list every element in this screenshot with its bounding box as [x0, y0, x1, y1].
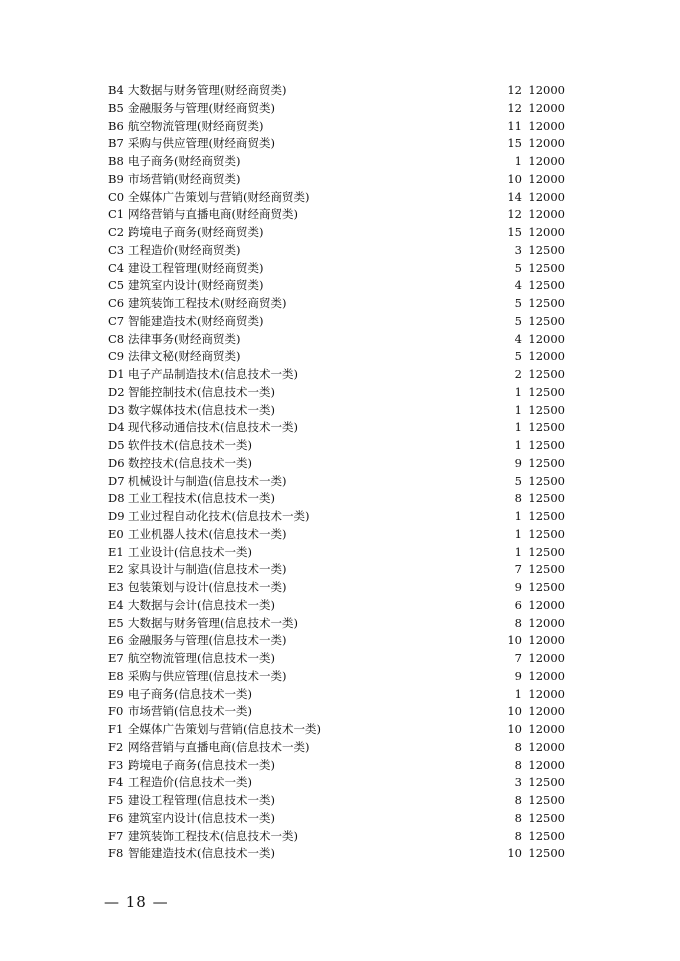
row-program-name: 工程造价(信息技术一类) — [128, 775, 252, 790]
row-count: 8 — [514, 739, 522, 754]
row-code: B4 — [108, 83, 124, 97]
row-count: 8 — [514, 615, 522, 630]
row-count: 7 — [514, 562, 522, 577]
row-code: B6 — [108, 118, 124, 133]
table-row — [0, 473, 680, 491]
row-fee: 12500 — [528, 562, 565, 577]
table-row — [0, 597, 680, 615]
row-count: 5 — [514, 296, 522, 310]
row-fee: 12500 — [528, 296, 565, 310]
table-row — [0, 118, 680, 136]
row-program-name: 建筑装饰工程技术(财经商贸类) — [128, 296, 287, 310]
table-row — [0, 490, 680, 508]
row-program-name: 市场营销(信息技术一类) — [128, 704, 252, 719]
row-code: D4 — [108, 420, 125, 435]
row-code: C6 — [108, 296, 125, 310]
row-code: E8 — [108, 668, 124, 683]
table-row — [0, 739, 680, 757]
row-program-name: 航空物流管理(信息技术一类) — [128, 651, 275, 665]
row-code: F5 — [108, 793, 124, 807]
row-program-name: 包装策划与设计(信息技术一类) — [128, 580, 287, 594]
row-program-name: 大数据与财务管理(信息技术一类) — [128, 615, 298, 630]
row-program-name: 航空物流管理(财经商贸类) — [128, 118, 264, 133]
row-code: C0 — [108, 189, 125, 204]
row-fee: 12000 — [528, 154, 565, 168]
table-row — [0, 82, 680, 100]
row-program-name: 全媒体广告策划与营销(信息技术一类) — [128, 722, 321, 736]
row-count: 5 — [514, 260, 522, 275]
row-code: E3 — [108, 580, 124, 594]
row-fee: 12500 — [528, 384, 565, 399]
row-count: 4 — [514, 331, 522, 346]
row-code: E6 — [108, 633, 124, 648]
row-code: F1 — [108, 722, 124, 736]
row-count: 10 — [507, 722, 522, 736]
table-row — [0, 224, 680, 242]
row-code: D1 — [108, 367, 125, 381]
row-program-name: 工业机器人技术(信息技术一类) — [128, 526, 287, 541]
row-fee: 12000 — [528, 597, 565, 612]
row-fee: 12500 — [528, 438, 565, 452]
row-code: C7 — [108, 313, 125, 328]
row-program-name: 法律事务(财经商贸类) — [128, 331, 241, 346]
row-code: F4 — [108, 775, 124, 790]
row-program-name: 市场营销(财经商贸类) — [128, 171, 241, 186]
row-count: 8 — [514, 793, 522, 807]
row-fee: 12500 — [528, 278, 565, 293]
row-fee: 12000 — [528, 225, 565, 239]
row-count: 1 — [514, 384, 522, 399]
row-code: C5 — [108, 278, 125, 293]
row-count: 9 — [514, 580, 522, 594]
row-fee: 12500 — [528, 526, 565, 541]
row-code: E0 — [108, 526, 124, 541]
table-row — [0, 135, 680, 153]
row-code: B9 — [108, 171, 124, 186]
row-code: C8 — [108, 331, 125, 346]
table-row — [0, 171, 680, 189]
row-program-name: 现代移动通信技术(信息技术一类) — [128, 420, 298, 435]
row-fee: 12000 — [528, 189, 565, 204]
row-count: 10 — [507, 171, 522, 186]
row-program-name: 工程造价(财经商贸类) — [128, 242, 241, 257]
row-fee: 12500 — [528, 455, 565, 470]
row-code: C9 — [108, 349, 125, 364]
row-fee: 12000 — [528, 331, 565, 346]
row-count: 6 — [514, 597, 522, 612]
row-program-name: 建筑室内设计(信息技术一类) — [128, 810, 275, 825]
row-fee: 12500 — [528, 793, 565, 807]
row-fee: 12000 — [528, 633, 565, 648]
table-row — [0, 721, 680, 739]
row-count: 3 — [514, 242, 522, 257]
row-program-name: 建筑装饰工程技术(信息技术一类) — [128, 828, 298, 843]
row-program-name: 工业设计(信息技术一类) — [128, 544, 252, 559]
table-row — [0, 242, 680, 260]
row-program-name: 大数据与会计(信息技术一类) — [128, 597, 275, 612]
row-program-name: 智能建造技术(财经商贸类) — [128, 313, 264, 328]
row-fee: 12500 — [528, 491, 565, 506]
table-row — [0, 260, 680, 278]
row-code: C1 — [108, 207, 125, 222]
row-count: 1 — [514, 526, 522, 541]
row-count: 8 — [514, 757, 522, 772]
table-row — [0, 686, 680, 704]
row-fee: 12500 — [528, 402, 565, 417]
row-code: E1 — [108, 544, 124, 559]
row-fee: 12500 — [528, 420, 565, 435]
table-row — [0, 615, 680, 633]
row-count: 5 — [514, 349, 522, 364]
row-fee: 12500 — [528, 544, 565, 559]
row-code: E5 — [108, 615, 124, 630]
table-row — [0, 544, 680, 562]
row-fee: 12000 — [528, 136, 565, 151]
row-count: 5 — [514, 473, 522, 488]
table-row — [0, 348, 680, 366]
row-fee: 12000 — [528, 349, 565, 364]
row-count: 8 — [514, 828, 522, 843]
table-row — [0, 561, 680, 579]
row-code: C4 — [108, 260, 125, 275]
row-code: F8 — [108, 846, 124, 861]
row-program-name: 全媒体广告策划与营销(财经商贸类) — [128, 189, 310, 204]
row-count: 1 — [514, 154, 522, 168]
row-count: 14 — [507, 189, 522, 204]
row-count: 8 — [514, 491, 522, 506]
row-code: D6 — [108, 455, 125, 470]
table-row — [0, 508, 680, 526]
row-program-name: 机械设计与制造(信息技术一类) — [128, 473, 287, 488]
row-count: 2 — [514, 367, 522, 381]
row-code: F2 — [108, 739, 124, 754]
table-row — [0, 153, 680, 171]
row-program-name: 智能控制技术(信息技术一类) — [128, 384, 275, 399]
table-row — [0, 313, 680, 331]
table-row — [0, 100, 680, 118]
table-row — [0, 792, 680, 810]
table-row — [0, 668, 680, 686]
row-count: 15 — [507, 136, 522, 151]
table-row — [0, 384, 680, 402]
row-program-name: 金融服务与管理(财经商贸类) — [128, 100, 275, 115]
row-count: 1 — [514, 509, 522, 523]
row-count: 12 — [507, 100, 522, 115]
row-code: F3 — [108, 757, 124, 772]
row-code: D9 — [108, 509, 125, 523]
row-program-name: 采购与供应管理(信息技术一类) — [128, 668, 287, 683]
row-program-name: 智能建造技术(信息技术一类) — [128, 846, 275, 861]
row-code: E7 — [108, 651, 124, 665]
table-row — [0, 189, 680, 207]
row-program-name: 法律文秘(财经商贸类) — [128, 349, 241, 364]
row-code: B5 — [108, 100, 124, 115]
row-fee: 12000 — [528, 704, 565, 719]
row-code: D5 — [108, 438, 125, 452]
row-program-name: 大数据与财务管理(财经商贸类) — [128, 83, 287, 97]
table-row — [0, 402, 680, 420]
table-row — [0, 437, 680, 455]
row-code: D2 — [108, 384, 125, 399]
row-fee: 12000 — [528, 171, 565, 186]
row-count: 1 — [514, 438, 522, 452]
row-count: 10 — [507, 846, 522, 861]
row-fee: 12000 — [528, 651, 565, 665]
row-count: 10 — [507, 633, 522, 648]
row-count: 12 — [507, 207, 522, 222]
table-row — [0, 845, 680, 863]
row-program-name: 跨境电子商务(信息技术一类) — [128, 757, 275, 772]
row-fee: 12500 — [528, 775, 565, 790]
row-code: B8 — [108, 154, 124, 168]
row-fee: 12500 — [528, 260, 565, 275]
row-program-name: 金融服务与管理(信息技术一类) — [128, 633, 287, 648]
row-count: 1 — [514, 420, 522, 435]
row-fee: 12000 — [528, 207, 565, 222]
row-count: 1 — [514, 544, 522, 559]
row-count: 5 — [514, 313, 522, 328]
row-fee: 12000 — [528, 722, 565, 736]
row-count: 7 — [514, 651, 522, 665]
row-fee: 12500 — [528, 846, 565, 861]
row-count: 3 — [514, 775, 522, 790]
table-row — [0, 579, 680, 597]
table-row — [0, 632, 680, 650]
table-row — [0, 703, 680, 721]
row-fee: 12500 — [528, 242, 565, 257]
row-fee: 12500 — [528, 580, 565, 594]
row-program-name: 工业过程自动化技术(信息技术一类) — [128, 509, 310, 523]
row-program-name: 电子商务(信息技术一类) — [128, 686, 252, 701]
row-count: 12 — [507, 83, 522, 97]
row-code: E4 — [108, 597, 124, 612]
row-code: B7 — [108, 136, 124, 151]
row-program-name: 采购与供应管理(财经商贸类) — [128, 136, 275, 151]
program-list — [0, 82, 680, 863]
page-number: — 18 — — [104, 893, 169, 911]
table-row — [0, 277, 680, 295]
table-row — [0, 526, 680, 544]
row-program-name: 数字媒体技术(信息技术一类) — [128, 402, 275, 417]
row-fee: 12000 — [528, 668, 565, 683]
row-count: 4 — [514, 278, 522, 293]
row-count: 10 — [507, 704, 522, 719]
table-row — [0, 419, 680, 437]
row-code: E9 — [108, 686, 124, 701]
row-fee: 12500 — [528, 473, 565, 488]
row-fee: 12500 — [528, 313, 565, 328]
row-program-name: 建筑室内设计(财经商贸类) — [128, 278, 264, 293]
row-fee: 12000 — [528, 83, 565, 97]
row-program-name: 建设工程管理(财经商贸类) — [128, 260, 264, 275]
row-count: 11 — [507, 118, 522, 133]
table-row — [0, 774, 680, 792]
row-program-name: 跨境电子商务(财经商贸类) — [128, 225, 264, 239]
row-code: C3 — [108, 242, 125, 257]
row-code: C2 — [108, 225, 125, 239]
row-count: 15 — [507, 225, 522, 239]
row-fee: 12000 — [528, 739, 565, 754]
row-code: F6 — [108, 810, 124, 825]
row-count: 8 — [514, 810, 522, 825]
table-row — [0, 331, 680, 349]
row-program-name: 建设工程管理(信息技术一类) — [128, 793, 275, 807]
row-fee: 12500 — [528, 810, 565, 825]
row-fee: 12500 — [528, 828, 565, 843]
row-program-name: 工业工程技术(信息技术一类) — [128, 491, 275, 506]
table-row — [0, 757, 680, 775]
row-program-name: 网络营销与直播电商(信息技术一类) — [128, 739, 310, 754]
row-program-name: 电子产品制造技术(信息技术一类) — [128, 367, 298, 381]
table-row — [0, 295, 680, 313]
row-program-name: 家具设计与制造(信息技术一类) — [128, 562, 287, 577]
row-code: D8 — [108, 491, 125, 506]
row-fee: 12000 — [528, 615, 565, 630]
row-program-name: 电子商务(财经商贸类) — [128, 154, 241, 168]
row-code: F0 — [108, 704, 124, 719]
table-row — [0, 810, 680, 828]
row-fee: 12000 — [528, 757, 565, 772]
row-count: 1 — [514, 686, 522, 701]
row-program-name: 软件技术(信息技术一类) — [128, 438, 252, 452]
row-count: 9 — [514, 668, 522, 683]
table-row — [0, 206, 680, 224]
row-code: D3 — [108, 402, 125, 417]
table-row — [0, 828, 680, 846]
row-fee: 12500 — [528, 509, 565, 523]
table-row — [0, 455, 680, 473]
row-code: F7 — [108, 828, 124, 843]
row-fee: 12000 — [528, 118, 565, 133]
row-code: E2 — [108, 562, 124, 577]
row-fee: 12500 — [528, 367, 565, 381]
row-fee: 12000 — [528, 100, 565, 115]
row-code: D7 — [108, 473, 125, 488]
row-count: 9 — [514, 455, 522, 470]
row-fee: 12000 — [528, 686, 565, 701]
table-row — [0, 366, 680, 384]
table-row — [0, 650, 680, 668]
row-program-name: 网络营销与直播电商(财经商贸类) — [128, 207, 298, 222]
row-count: 1 — [514, 402, 522, 417]
row-program-name: 数控技术(信息技术一类) — [128, 455, 252, 470]
